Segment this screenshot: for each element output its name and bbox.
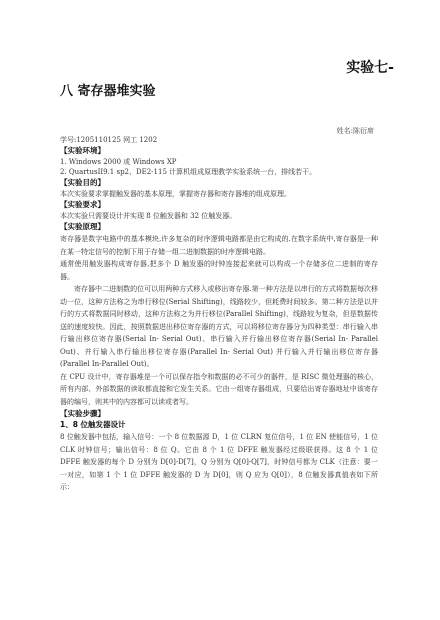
env-heading: 【实验环境】 bbox=[60, 146, 105, 155]
page-title-right: 实验七- bbox=[346, 60, 394, 76]
requirement-text: 本次实验只需要设计并实现 8 位触发器和 32 位触发器。 bbox=[60, 212, 237, 220]
principle-heading: 【实验原理】 bbox=[60, 222, 105, 231]
principle-paragraph: 寄存器中二进制数的位可以用两种方式移入或移出寄存器.第一种方法是以串行的方式将数据每次移动一位，这种方法称之为串行移位(Serial Shifting)，线路较少，但耗费时间较多。第二种方法是以并行的方式将数据同时移动，这种方法称之为并行移位(Parallel Shifting)，线路较为复杂，但是数据传送的速度较快。因此，按照数据进出移位寄存器的方式，可以将移位寄存器分为四种类型：串行输入串行输出移位寄存器(Serial In- Serial Out)、串行输入并行输出移位寄存器(Serial In- Parallel Out)、并行输入串行输出移位寄存器(Parallel In- Serial Out) 并行输入并行输出移位寄存器(Parallel In-Parallel Out)。 bbox=[60, 285, 378, 368]
step1-title: 1、8 位触发器设计 bbox=[60, 420, 126, 429]
purpose-text: 本次实验要求掌握触发器的基本原理，掌握寄存器和寄存器堆的组成原理。 bbox=[60, 190, 291, 198]
steps-heading: 【实验步骤】 bbox=[60, 409, 105, 418]
requirement-heading: 【实验要求】 bbox=[60, 200, 105, 209]
author-name: 姓名:陈衍席 bbox=[336, 127, 374, 135]
principle-paragraph: 寄存器是数字电路中的基本模块,许多复杂的时序逻辑电路都是由它构成的.在数字系统中,寄存器是一种在某一特定信号的控制下用于存储一组二进制数据的时序逻辑电路。 bbox=[60, 235, 378, 256]
watermark: ​ bbox=[25, 41, 35, 53]
env-item: 2. QuartusII9.1 sp2、DE2-115 计算机组成原理教学实验系统一台，排线若干。 bbox=[60, 168, 317, 176]
env-item: 1. Windows 2000 或 Windows XP bbox=[60, 158, 177, 166]
purpose-heading: 【实验目的】 bbox=[60, 178, 105, 187]
page-title: 八 寄存器堆实验 bbox=[60, 84, 156, 99]
principle-paragraph: 通常使用触发器构成寄存器,把多个 D 触发器的时钟连接起来就可以构成一个存储多位二进制的寄存器。 bbox=[60, 260, 378, 281]
step1-text: 8 位触发器中包括，输入信号：一个 8 位数据源 D，1 位 CLRN 复位信号，1 位 EN 使能信号，1 位 CLK 时钟信号；输出信号：8 位 Q。它由 8 个 1 位 DFFE 触发器经过级联获得。这 8 个 1 位 DFFE 触发器的每个 D 分别为 D[0]-D[7]，Q 分别为 Q[0]-Q[7]，时钟信号都为 CLK（注意：要一一对应，如第 1 个 1 位 DFFE 触发器的 D 为 D[0]，则 Q 应为 Q[0]），8 位触发器真值表如下所示： bbox=[60, 433, 378, 491]
document-body bbox=[60, 135, 378, 494]
student-info: 学号:1205110125 网工 1202 bbox=[60, 136, 158, 144]
principle-paragraph: 在 CPU 设计中，寄存器堆是一个可以保存指令和数据的必不可少的器件，是 RISC 微处理器的核心，所有内部、外部数据的读取都直接和它发生关系。它由一组寄存器组成，只要给出寄存器地址中该寄存器的编号，则其中的内容都可以读或者写。 bbox=[60, 372, 378, 406]
